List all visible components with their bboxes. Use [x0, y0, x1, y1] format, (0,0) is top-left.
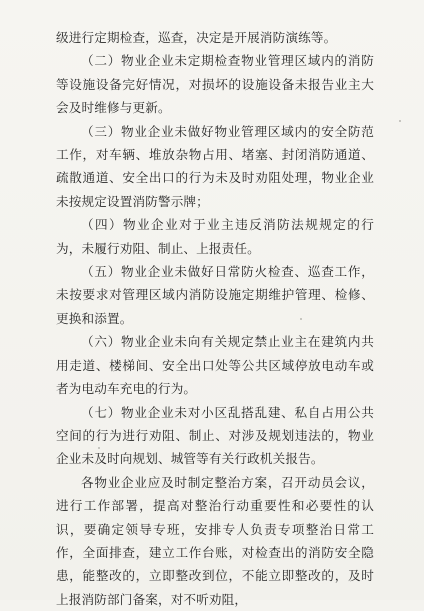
- document-body: [56, 26, 374, 611]
- paragraph-rectification: 各物业企业应及时制定整治方案，召开动员会议，进行工作部署，提高对整治行动重要性和必要性的认识，要确定领导专班，安排专人负责专项整治日常工作，全面排查，建立工作台账，对检查出的消防安全隐患，能整改的，立即整改到位，不能立即整改的，及时上报消防部门备案，对不听劝阻，: [56, 474, 374, 607]
- paragraph-continuation: 级进行定期检查，巡查，决定是开展消防演练等。: [56, 30, 337, 45]
- paragraph-item-2: （二）物业企业未定期检查物业管理区域内的消防等设施设备完好情况，对损坏的设施设备未报告业主大会及时维修与更新。: [56, 53, 374, 116]
- paragraph-item-3: （三）物业企业未做好物业管理区域内的安全防范工作，对车辆、堆放杂物占用、堵塞、封闭消防通道、疏散通道、安全出口的行为未及时劝阻处理，物业企业未按规定设置消防警示牌；: [56, 123, 374, 209]
- paragraph-item-7: （七）物业企业未对小区乱搭乱建、私自占用公共空间的行为进行劝阻、制止、对涉及规划违法的，物业企业未及时向规划、城管等有关行政机关报告。: [56, 404, 374, 467]
- paragraph-item-4: （四）物业企业对于业主违反消防法规规定的行为，未履行劝阻、制止、上报责任。: [56, 217, 374, 256]
- scan-speck: [300, 318, 302, 320]
- scan-speck: [98, 447, 100, 449]
- paragraph-item-6: （六）物业企业未向有关规定禁止业主在建筑内共用走道、楼梯间、安全出口处等公共区域停放电动车或者为电动车充电的行为。: [56, 334, 374, 397]
- scan-speck: [399, 120, 401, 122]
- paragraph-item-5: （五）物业企业未做好日常防火检查、巡查工作，未按要求对管理区域内消防设施定期维护管理、检修、更换和添置。: [56, 264, 374, 326]
